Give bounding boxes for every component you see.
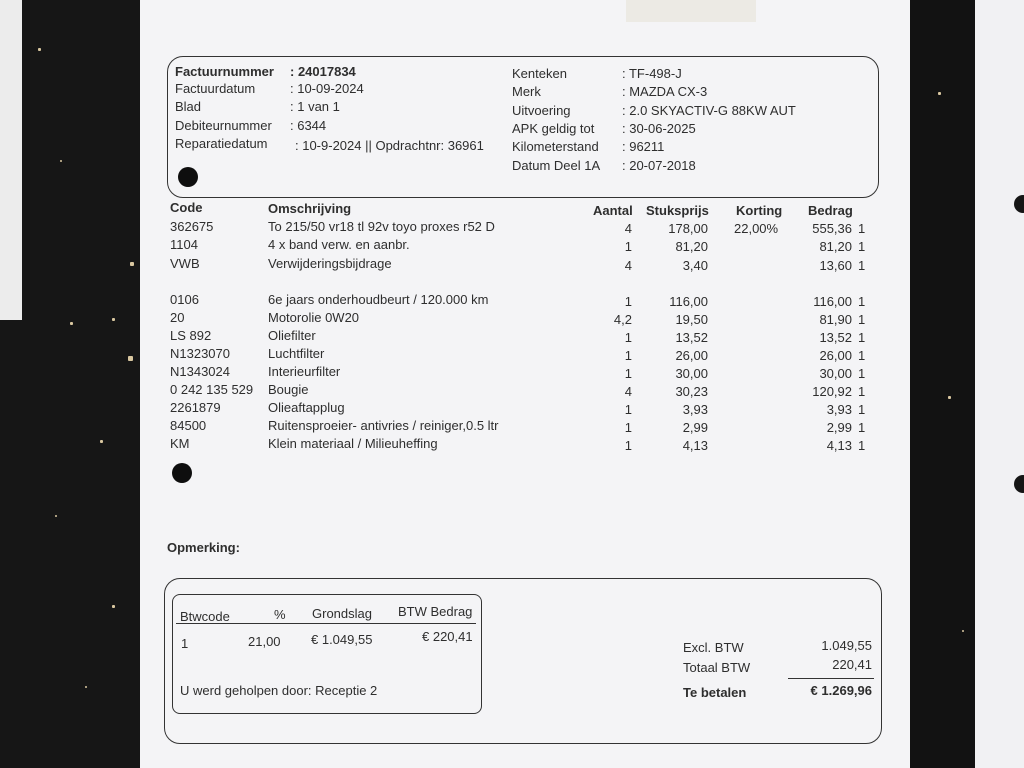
speckle: [55, 515, 57, 517]
speckle: [130, 262, 134, 266]
license-plate-value: : TF-498-J: [622, 66, 682, 81]
line-amount: 2,99: [826, 420, 852, 435]
line-unit-price: 13,52: [675, 330, 708, 345]
amount-due-value: € 1.269,96: [810, 683, 872, 698]
line-vat-code: 1: [858, 384, 866, 399]
line-code: 0 242 135 529: [170, 382, 254, 397]
line-description: Luchtfilter: [268, 346, 325, 361]
line-quantity: 1: [624, 438, 632, 453]
part1a-date-value: : 20-07-2018: [622, 158, 696, 173]
debtor-label: Debiteurnummer: [175, 118, 272, 133]
line-description: 4 x band verw. en aanbr.: [268, 237, 410, 252]
speckle: [60, 160, 62, 162]
line-code: 20: [170, 310, 185, 325]
line-description: Olieaftapplug: [268, 400, 345, 415]
punch-hole: [178, 167, 198, 187]
page-label: Blad: [175, 99, 202, 114]
line-quantity: 4: [624, 258, 632, 273]
speckle: [128, 356, 133, 361]
line-vat-code: 1: [858, 258, 866, 273]
line-description: 6e jaars onderhoudbeurt / 120.000 km: [268, 292, 489, 307]
line-unit-price: 30,23: [675, 384, 708, 399]
speckle: [38, 48, 41, 51]
line-amount: 3,93: [826, 402, 852, 417]
speckle: [938, 92, 941, 95]
left-paper-edge: [0, 0, 22, 320]
line-unit-price: 19,50: [675, 312, 708, 327]
line-unit-price: 26,00: [675, 348, 708, 363]
line-description: Verwijderingsbijdrage: [268, 256, 392, 271]
line-description: Motorolie 0W20: [268, 310, 360, 325]
column-discount: Korting: [736, 203, 783, 218]
speckle: [948, 396, 951, 399]
total-vat-value: 220,41: [832, 657, 872, 672]
variant-value: : 2.0 SKYACTIV-G 88KW AUT: [622, 103, 796, 118]
vat-col-percent: %: [274, 607, 286, 622]
punch-hole: [172, 463, 192, 483]
line-quantity: 1: [624, 420, 632, 435]
line-unit-price: 81,20: [675, 239, 708, 254]
brand-value: : MAZDA CX-3: [622, 84, 708, 99]
variant-label: Uitvoering: [512, 103, 571, 118]
helped-by-text: U werd geholpen door: Receptie 2: [180, 683, 378, 698]
vat-row-code: 1: [181, 636, 189, 651]
line-description: Bougie: [268, 382, 309, 397]
tape-strip: [626, 0, 756, 22]
line-vat-code: 1: [858, 402, 866, 417]
line-unit-price: 116,00: [669, 294, 708, 309]
line-quantity: 4: [624, 221, 632, 236]
speckle: [962, 630, 964, 632]
line-description: To 215/50 vr18 tl 92v toyo proxes r52 D: [268, 219, 495, 234]
line-amount: 13,60: [819, 258, 852, 273]
line-code: KM: [170, 436, 190, 451]
line-vat-code: 1: [858, 348, 866, 363]
line-vat-code: 1: [858, 420, 866, 435]
vat-col-amount: BTW Bedrag: [398, 604, 473, 619]
mileage-value: : 96211: [622, 139, 665, 154]
line-description: Ruitensproeier- antivries / reiniger,0.5 ltr: [268, 418, 499, 433]
speckle: [112, 318, 115, 321]
line-vat-code: 1: [858, 312, 866, 327]
line-code: 362675: [170, 219, 214, 234]
line-vat-code: 1: [858, 221, 866, 236]
line-amount: 13,52: [819, 330, 852, 345]
line-vat-code: 1: [858, 330, 866, 345]
apk-value: : 30-06-2025: [622, 121, 696, 136]
line-quantity: 1: [624, 348, 632, 363]
line-amount: 81,20: [819, 239, 852, 254]
column-unit-price: Stuksprijs: [646, 203, 709, 218]
line-vat-code: 1: [858, 438, 866, 453]
line-vat-code: 1: [858, 239, 866, 254]
line-amount: 81,90: [819, 312, 852, 327]
line-unit-price: 3,93: [682, 402, 708, 417]
line-amount: 30,00: [819, 366, 852, 381]
license-plate-label: Kenteken: [512, 66, 567, 81]
vat-col-code: Btwcode: [180, 609, 230, 624]
line-amount: 4,13: [826, 438, 852, 453]
line-code: LS 892: [170, 328, 212, 343]
invoice-number-label: Factuurnummer: [175, 64, 274, 79]
page-value: : 1 van 1: [290, 99, 340, 114]
column-description: Omschrijving: [268, 201, 352, 216]
vat-row-amount: € 220,41: [422, 629, 473, 644]
part1a-date-label: Datum Deel 1A: [512, 158, 601, 173]
debtor-value: : 6344: [290, 118, 327, 133]
speckle: [100, 440, 103, 443]
line-unit-price: 3,40: [682, 258, 708, 273]
line-code: 0106: [170, 292, 199, 307]
line-amount: 26,00: [819, 348, 852, 363]
invoice-date-value: : 10-09-2024: [290, 81, 364, 96]
column-code: Code: [170, 200, 203, 215]
line-amount: 120,92: [812, 384, 852, 399]
line-description: Oliefilter: [268, 328, 316, 343]
excl-vat-label: Excl. BTW: [683, 640, 744, 655]
line-description: Interieurfilter: [268, 364, 341, 379]
total-underline: [788, 678, 874, 679]
line-discount: 22,00%: [734, 221, 779, 236]
line-quantity: 1: [624, 239, 632, 254]
speckle: [70, 322, 73, 325]
column-amount: Bedrag: [808, 203, 853, 218]
remarks-label: Opmerking:: [167, 540, 240, 555]
line-unit-price: 178,00: [668, 221, 708, 236]
line-amount: 555,36: [812, 221, 852, 236]
dark-surface-left: [0, 0, 150, 768]
line-code: N1343024: [170, 364, 230, 379]
repair-date-value: : 10-9-2024 || Opdrachtnr: 36961: [295, 138, 484, 153]
line-code: 84500: [170, 418, 207, 433]
line-quantity: 1: [624, 366, 632, 381]
line-vat-code: 1: [858, 294, 866, 309]
invoice-date-label: Factuurdatum: [175, 81, 256, 96]
line-quantity: 4: [624, 384, 632, 399]
speckle: [112, 605, 115, 608]
apk-label: APK geldig tot: [512, 121, 595, 136]
speckle: [85, 686, 87, 688]
amount-due-label: Te betalen: [683, 685, 747, 700]
line-quantity: 1: [624, 330, 632, 345]
line-code: 1104: [170, 237, 198, 252]
line-quantity: 1: [624, 294, 632, 309]
repair-date-label: Reparatiedatum: [175, 136, 268, 151]
line-amount: 116,00: [813, 294, 852, 309]
mileage-label: Kilometerstand: [512, 139, 599, 154]
excl-vat-value: 1.049,55: [821, 638, 872, 653]
vat-row-base: € 1.049,55: [311, 632, 373, 647]
line-code: VWB: [170, 256, 200, 271]
line-code: 2261879: [170, 400, 221, 415]
column-quantity: Aantal: [593, 203, 633, 218]
vat-row-percent: 21,00: [248, 634, 281, 649]
line-code: N1323070: [170, 346, 230, 361]
line-quantity: 1: [624, 402, 632, 417]
line-quantity: 4,2: [613, 312, 632, 327]
total-vat-label: Totaal BTW: [683, 660, 751, 675]
brand-label: Merk: [512, 84, 541, 99]
vat-col-base: Grondslag: [312, 606, 372, 621]
right-paper-sheet: [975, 0, 1024, 768]
line-unit-price: 4,13: [682, 438, 708, 453]
line-unit-price: 30,00: [675, 366, 708, 381]
line-description: Klein materiaal / Milieuheffing: [268, 436, 438, 451]
line-vat-code: 1: [858, 366, 866, 381]
invoice-number-value: : 24017834: [290, 64, 356, 79]
line-unit-price: 2,99: [682, 420, 708, 435]
invoice-page: [140, 0, 910, 768]
